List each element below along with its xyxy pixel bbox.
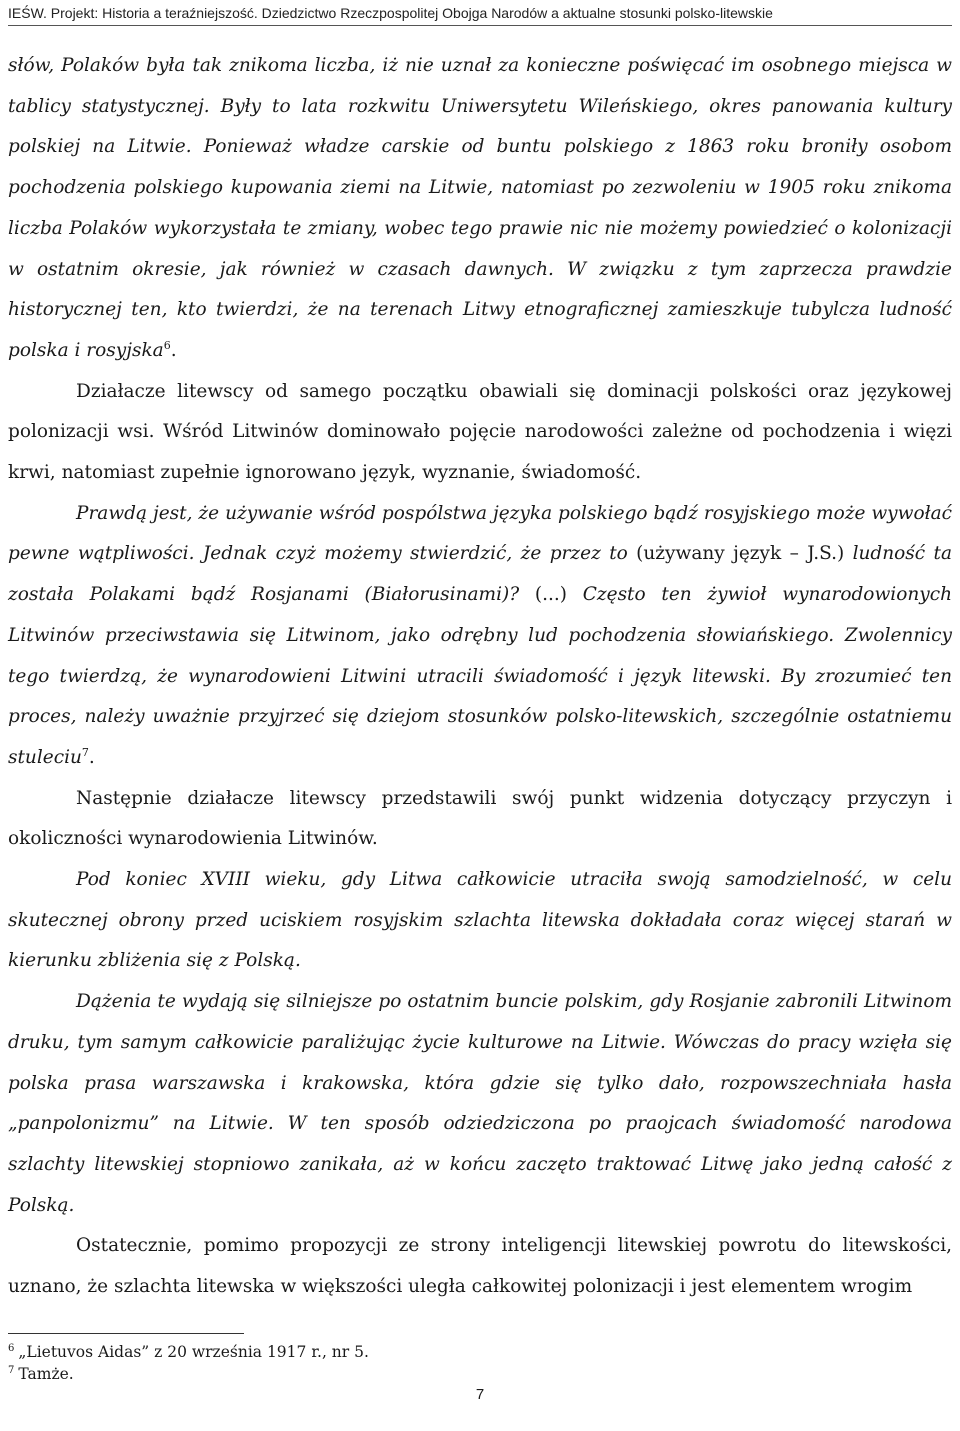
text-regular: Ostatecznie, pomimo propozycji ze strony inteligencji litewskiej powrotu do litewskości, uznano, że szlachta litewska w większości uległa całkowitej polonizacji i jest elementem wrogim	[8, 1235, 952, 1298]
text-italic: Często ten żywioł wynarodowionych Litwinów przeciwstawia się Litwinom, jako odrębny lud pochodzenia słowiańskiego. Zwolennicy tego twierdzą, że wynarodowieni Litwini utracili świadomość i język litewski. By zrozumieć ten proces, należy uważnie przyjrzeć się dziejom stosunków polsko-litewskich, szczególnie ostatniemu stuleciu	[8, 584, 952, 768]
footnote-text: „Lietuvos Aidas” z 20 września 1917 r., nr 5.	[18, 1343, 369, 1361]
footnote	[8, 1363, 908, 1385]
running-header: IEŚW. Projekt: Historia a teraźniejszość. Dziedzictwo Rzeczpospolitej Obojga Narodów a aktualne stosunki polsko-litewskie	[8, 5, 773, 21]
footnote-number: 7	[8, 1364, 15, 1376]
page-number: 7	[475, 1386, 485, 1403]
paragraph	[8, 46, 952, 372]
text-regular: Działacze litewscy od samego początku obawiali się dominacji polskości oraz językowej polonizacji wsi. Wśród Litwinów dominowało pojęcie narodowości zależne od pochodzenia i więzi krwi, natomiast zupełnie ignorowano język, wyznanie, świadomość.	[8, 380, 952, 484]
footnote-divider	[8, 1333, 244, 1334]
text-italic: Dążenia te wydają się silniejsze po ostatnim buncie polskim, gdy Rosjanie zabronili Litwinom druku, tym samym całkowicie paraliżując życie kulturowe na Litwie. Wówczas do pracy wzięła się polska prasa warszawska i krakowska, która gdzie się tylko dało, rozpowszechniała hasła „panpolonizmu” na Litwie. W ten sposób odziedziczona po praojcach świadomość narodowa szlachty litewskiej stopniowo zanikała, aż w końcu zaczęto traktować Litwę jako jedną całość z Polską.	[8, 991, 952, 1216]
paragraph	[8, 860, 952, 982]
footnote	[8, 1341, 908, 1363]
text-regular: .	[170, 339, 177, 361]
paragraph	[8, 494, 952, 779]
footnote-text: Tamże.	[18, 1365, 74, 1383]
paragraph	[8, 982, 952, 1226]
document-body	[8, 46, 952, 1308]
paragraph	[8, 1226, 952, 1307]
text-italic: Prawdą jest, że używanie wśród pospólstwa języka polskiego bądź rosyjskiego może wywołać pewne wątpliwości. Jednak czyż możemy stwierdzić, że przez to	[8, 502, 952, 565]
text-italic: słów, Polaków była tak znikoma liczba, iż nie uznał za konieczne poświęcać im osobnego miejsca w tablicy statystycznej. Były to lata rozkwitu Uniwersytetu Wileńskiego, okres panowania kultury polskiej na Litwie. Ponieważ władze carskie od buntu polskiego z 1863 roku broniły osobom pochodzenia polskiego kupowania ziemi na Litwie, natomiast po zezwoleniu w 1905 roku znikoma liczba Polaków wykorzystała te zmiany, wobec tego prawie nic nie możemy powiedzieć o kolonizacji w ostatnim okresie, jak również w czasach dawnych. W związku z tym zaprzecza prawdzie historycznej ten, kto twierdzi, że na terenach Litwy etnograficznej zamieszkuje tubylcza ludność polska i rosyjska	[8, 55, 952, 361]
paragraph	[8, 779, 952, 860]
footnote-number: 6	[8, 1342, 15, 1354]
footnote-ref: 7	[81, 745, 89, 759]
text-regular: (używany język – J.S.)	[636, 543, 845, 565]
footnotes	[8, 1341, 908, 1385]
footnote-ref: 6	[163, 338, 171, 352]
text-regular: Następnie działacze litewscy przedstawili swój punkt widzenia dotyczący przyczyn i okoliczności wynarodowienia Litwinów.	[8, 787, 952, 850]
text-italic: Pod koniec XVIII wieku, gdy Litwa całkowicie utraciła swoją samodzielność, w celu skutecznej obrony przed uciskiem rosyjskim szlachta litewska dokładała coraz więcej starań w kierunku zbliżenia się z Polską.	[8, 869, 952, 972]
header-divider	[8, 25, 952, 26]
text-regular: .	[88, 746, 95, 768]
text-regular: (...)	[534, 584, 567, 606]
paragraph	[8, 372, 952, 494]
text-italic: ludność ta została Polakami bądź Rosjanami (Białorusinami)?	[8, 543, 953, 606]
